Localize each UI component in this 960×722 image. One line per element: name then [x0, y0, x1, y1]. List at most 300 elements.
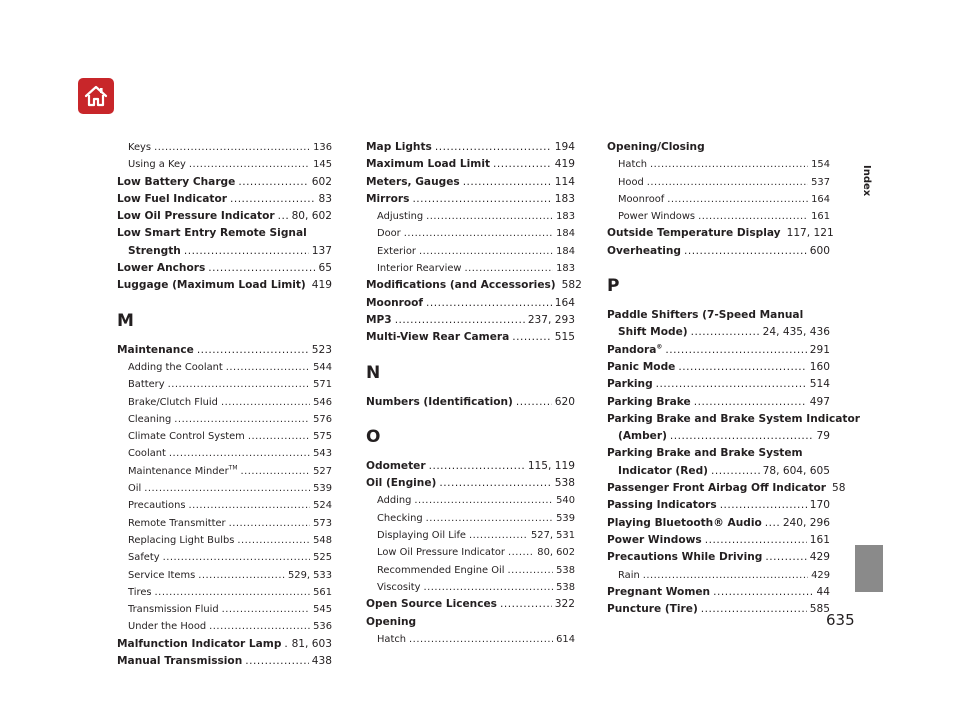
- index-subentry[interactable]: [607, 156, 830, 173]
- page-reference[interactable]: 523: [311, 343, 332, 356]
- index-subentry[interactable]: [117, 359, 332, 376]
- page-reference[interactable]: 600: [809, 244, 830, 257]
- dot-leader: [184, 243, 309, 260]
- page-reference[interactable]: 527: [313, 465, 332, 477]
- entry-label: Parking Brake: [607, 395, 691, 408]
- dot-leader: [222, 601, 311, 618]
- index-subentry[interactable]: [117, 428, 332, 445]
- entry-label: Oil (Engine): [366, 477, 437, 490]
- entry-label: Remote Transmitter: [128, 517, 226, 529]
- index-heading[interactable]: Opening/Closing: [607, 141, 705, 153]
- entry-label: Moonroof: [618, 193, 665, 205]
- index-heading[interactable]: Paddle Shifters (7-Speed Manual: [607, 309, 804, 322]
- dot-leader: [426, 208, 553, 225]
- entry-label: Oil: [128, 483, 142, 495]
- dot-leader: [229, 515, 311, 532]
- entry-label: Interior Rearview: [377, 263, 462, 275]
- page-reference[interactable]: 539: [313, 483, 332, 495]
- entry-label: (Amber): [618, 430, 667, 443]
- index-entry[interactable]: [117, 191, 332, 208]
- entry-label: Outside Temperature Display: [607, 227, 781, 240]
- entry-label: Shift Mode): [618, 326, 688, 339]
- index-entry[interactable]: [607, 601, 830, 618]
- entry-label: Low Fuel Indicator: [117, 192, 227, 205]
- index-subentry[interactable]: [117, 584, 332, 601]
- dot-leader: [650, 156, 808, 173]
- dot-leader: [245, 653, 309, 670]
- index-column-2: [366, 139, 582, 648]
- index-entry[interactable]: [366, 312, 575, 329]
- index-subentry[interactable]: [117, 618, 332, 635]
- index-entry[interactable]: [607, 463, 830, 480]
- entry-label: Odometer: [366, 459, 426, 472]
- page-reference[interactable]: 183: [554, 192, 575, 205]
- dot-leader: [241, 463, 311, 480]
- entry-label: Power Windows: [618, 211, 696, 223]
- entry-label: Cleaning: [128, 413, 172, 425]
- dot-leader: [647, 174, 808, 191]
- index-side-tab[interactable]: Index: [861, 165, 872, 197]
- section-letter: M: [117, 310, 134, 331]
- dot-leader: [189, 497, 311, 514]
- index-entry[interactable]: [366, 475, 575, 492]
- dot-leader: [419, 243, 553, 260]
- page-reference[interactable]: 429: [811, 569, 830, 581]
- entry-label: Climate Control System: [128, 431, 245, 443]
- index-entry[interactable]: [607, 376, 830, 393]
- page-reference[interactable]: 184: [556, 245, 575, 257]
- index-subentry[interactable]: [117, 411, 332, 428]
- page-reference[interactable]: 24, 435, 436: [762, 326, 830, 339]
- page-reference[interactable]: 545: [313, 604, 332, 616]
- dot-leader: [508, 544, 534, 561]
- dot-leader: [656, 376, 807, 393]
- entry-label-mark: ®: [656, 343, 663, 351]
- section-letter: O: [366, 426, 381, 447]
- entry-label-text: Pandora: [607, 343, 657, 356]
- dot-leader: [435, 139, 552, 156]
- index-subentry[interactable]: [366, 492, 575, 509]
- entry-label: Low Battery Charge: [117, 175, 236, 188]
- page-reference[interactable]: 114: [554, 175, 575, 188]
- index-entry[interactable]: [366, 277, 582, 294]
- entry-label: Hatch: [618, 159, 648, 171]
- index-entry[interactable]: [607, 480, 846, 497]
- page-reference[interactable]: 538: [554, 477, 575, 490]
- index-entry[interactable]: [607, 549, 830, 566]
- index-tab-marker: [855, 545, 883, 592]
- dot-leader: [198, 567, 285, 584]
- index-entry[interactable]: [366, 156, 575, 173]
- index-entry[interactable]: [607, 394, 830, 411]
- dot-leader: [230, 191, 316, 208]
- entry-label: Transmission Fluid: [128, 604, 219, 616]
- page-reference[interactable]: 620: [554, 395, 575, 408]
- dot-leader: [404, 225, 553, 242]
- page-reference[interactable]: 497: [809, 395, 830, 408]
- entry-label: Replacing Light Bulbs: [128, 534, 235, 546]
- index-entry[interactable]: [607, 342, 830, 359]
- page-reference[interactable]: 184: [556, 228, 575, 240]
- index-entry[interactable]: [607, 497, 830, 514]
- page-reference[interactable]: 419: [554, 158, 575, 171]
- page-reference[interactable]: 44: [816, 585, 830, 598]
- page-reference[interactable]: 571: [313, 379, 332, 391]
- entry-label: Displaying Oil Life: [377, 530, 467, 542]
- dot-leader: [278, 208, 289, 225]
- dot-leader: [765, 515, 780, 532]
- entry-label: [607, 342, 662, 359]
- index-subentry[interactable]: [117, 394, 332, 411]
- page-reference[interactable]: 582: [561, 279, 582, 292]
- page-reference[interactable]: 65: [318, 262, 332, 275]
- page-reference[interactable]: 145: [313, 159, 332, 171]
- entry-label: Hood: [618, 176, 644, 188]
- page-reference[interactable]: 575: [313, 431, 332, 443]
- index-subentry[interactable]: [117, 497, 332, 514]
- index-entry[interactable]: [366, 394, 575, 411]
- page-number: 635: [826, 611, 855, 629]
- dot-leader: [500, 596, 552, 613]
- entry-label: Playing Bluetooth® Audio: [607, 516, 762, 529]
- index-subentry[interactable]: [607, 191, 830, 208]
- entry-label: Maintenance: [117, 343, 194, 356]
- dot-leader: [426, 295, 552, 312]
- entry-label: Checking: [377, 512, 423, 524]
- index-heading[interactable]: Opening: [366, 615, 417, 628]
- entry-label: Strength: [128, 244, 181, 257]
- entry-label: Coolant: [128, 448, 166, 460]
- index-subentry[interactable]: [366, 527, 575, 544]
- page-reference[interactable]: 183: [556, 211, 575, 223]
- entry-label: Open Source Licences: [366, 598, 497, 611]
- entry-label: Door: [377, 228, 401, 240]
- entry-label: Puncture (Tire): [607, 603, 698, 616]
- page-reference[interactable]: 115, 119: [527, 459, 575, 472]
- entry-label: Using a Key: [128, 159, 186, 171]
- dot-leader: [701, 601, 807, 618]
- index-entry[interactable]: [366, 139, 575, 156]
- index-heading[interactable]: Parking Brake and Brake System Indicator: [607, 412, 860, 425]
- entry-label: Under the Hood: [128, 621, 207, 633]
- page-reference[interactable]: 438: [311, 655, 332, 668]
- page-reference[interactable]: 602: [311, 175, 332, 188]
- entry-label: Numbers (Identification): [366, 395, 513, 408]
- entry-label: Multi-View Rear Camera: [366, 331, 510, 344]
- dot-leader: [284, 636, 288, 653]
- index-subentry[interactable]: [366, 579, 575, 596]
- index-column-1: [117, 139, 332, 670]
- entry-label: Adding the Coolant: [128, 361, 223, 373]
- page-reference[interactable]: 79: [816, 430, 830, 443]
- page-reference[interactable]: 81, 603: [291, 637, 332, 650]
- index-subentry[interactable]: [117, 445, 332, 462]
- index-entry[interactable]: [366, 191, 575, 208]
- entry-label: Tires: [128, 586, 152, 598]
- page-reference[interactable]: 170: [809, 499, 830, 512]
- page-reference[interactable]: 529, 533: [288, 569, 332, 581]
- entry-label: Service Items: [128, 569, 196, 581]
- entry-label-text: Maintenance Minder: [128, 465, 229, 477]
- entry-label: Battery: [128, 379, 165, 391]
- page-reference[interactable]: 538: [556, 581, 575, 593]
- page-reference[interactable]: 194: [554, 141, 575, 153]
- dot-leader: [516, 394, 552, 411]
- dot-leader: [248, 428, 310, 445]
- index-subentry[interactable]: [117, 139, 332, 156]
- index-entry[interactable]: [607, 243, 830, 260]
- entry-label: Panic Mode: [607, 360, 676, 373]
- entry-label: Low Oil Pressure Indicator: [117, 210, 275, 223]
- dot-leader: [189, 156, 310, 173]
- index-entry[interactable]: [366, 295, 575, 312]
- page-reference[interactable]: 117, 121: [786, 227, 834, 240]
- index-entry[interactable]: [117, 277, 332, 294]
- page-reference[interactable]: 183: [556, 263, 575, 275]
- home-button[interactable]: [78, 78, 114, 114]
- dot-leader: [713, 584, 813, 601]
- dot-leader: [155, 584, 311, 601]
- page-reference[interactable]: 164: [811, 193, 830, 205]
- dot-leader: [463, 174, 552, 191]
- dot-leader: [238, 174, 308, 191]
- page-reference[interactable]: 78, 604, 605: [762, 464, 830, 477]
- dot-leader: [429, 458, 525, 475]
- index-subentry[interactable]: [117, 515, 332, 532]
- dot-leader: [684, 243, 807, 260]
- page-reference[interactable]: 237, 293: [527, 313, 575, 326]
- dot-leader: [237, 532, 310, 549]
- index-subentry[interactable]: [607, 174, 830, 191]
- index-entry[interactable]: [607, 225, 834, 242]
- dot-leader: [426, 510, 553, 527]
- index-entry[interactable]: [607, 324, 830, 341]
- index-subentry[interactable]: [607, 567, 830, 584]
- index-entry[interactable]: [607, 584, 830, 601]
- dot-leader: [465, 260, 554, 277]
- dot-leader: [670, 428, 814, 445]
- entry-label-mark: TM: [228, 464, 238, 472]
- index-subentry[interactable]: [117, 601, 332, 618]
- index-entry[interactable]: [607, 515, 830, 532]
- index-entry[interactable]: [117, 208, 332, 225]
- page-reference[interactable]: 538: [556, 564, 575, 576]
- index-subentry[interactable]: [117, 463, 332, 480]
- dot-leader: [508, 562, 554, 579]
- entry-label: Viscosity: [377, 581, 421, 593]
- entry-label: Meters, Gauges: [366, 175, 460, 188]
- page-reference[interactable]: 576: [313, 413, 332, 425]
- index-entry[interactable]: [607, 359, 830, 376]
- page-reference[interactable]: 161: [809, 533, 830, 546]
- entry-label: Power Windows: [607, 533, 702, 546]
- entry-label: Safety: [128, 552, 160, 564]
- entry-label: Hatch: [377, 633, 407, 645]
- entry-label: Exterior: [377, 245, 416, 257]
- dot-leader: [667, 191, 808, 208]
- entry-label: Parking: [607, 378, 653, 391]
- page-reference[interactable]: 429: [809, 551, 830, 564]
- page-reference[interactable]: 546: [313, 396, 332, 408]
- index-entry[interactable]: [117, 653, 332, 670]
- entry-label: Lower Anchors: [117, 262, 206, 275]
- entry-label: MP3: [366, 313, 392, 326]
- dot-leader: [154, 139, 310, 156]
- entry-label: Modifications (and Accessories): [366, 279, 556, 292]
- page-reference[interactable]: 322: [554, 598, 575, 611]
- index-entry[interactable]: [117, 636, 332, 653]
- page-reference[interactable]: 524: [313, 500, 332, 512]
- index-entry[interactable]: [366, 596, 575, 613]
- dot-leader: [169, 445, 310, 462]
- page-reference[interactable]: 136: [313, 142, 332, 153]
- page-reference[interactable]: 164: [554, 296, 575, 309]
- entry-label: Brake/Clutch Fluid: [128, 396, 218, 408]
- index-heading[interactable]: Low Smart Entry Remote Signal: [117, 227, 307, 240]
- dot-leader: [208, 260, 315, 277]
- index-entry[interactable]: [117, 174, 332, 191]
- page-reference[interactable]: 548: [313, 534, 332, 546]
- dot-leader: [694, 394, 807, 411]
- dot-leader: [226, 359, 310, 376]
- dot-leader: [643, 567, 808, 584]
- dot-leader: [174, 411, 310, 428]
- page-reference[interactable]: 515: [554, 331, 575, 344]
- index-entry[interactable]: [607, 428, 830, 445]
- page-reference[interactable]: 419: [311, 279, 333, 292]
- entry-label: Pregnant Women: [607, 585, 711, 598]
- dot-leader: [414, 492, 553, 509]
- index-subentry[interactable]: [366, 208, 575, 225]
- dot-leader: [493, 156, 552, 173]
- index-subentry[interactable]: [366, 631, 575, 648]
- entry-label: Overheating: [607, 244, 682, 257]
- dot-leader: [144, 480, 310, 497]
- entry-label: Keys: [128, 142, 152, 153]
- page-reference[interactable]: 137: [311, 244, 332, 257]
- index-entry[interactable]: [366, 174, 575, 191]
- dot-leader: [163, 549, 311, 566]
- index-subentry[interactable]: [117, 156, 332, 173]
- entry-label: Low Oil Pressure Indicator: [377, 547, 505, 559]
- index-entry[interactable]: [607, 532, 830, 549]
- entry-label: Precautions While Driving: [607, 551, 763, 564]
- index-subentry[interactable]: [366, 260, 575, 277]
- entry-label: Passing Indicators: [607, 499, 717, 512]
- page-reference[interactable]: 83: [318, 192, 332, 205]
- section-letter: N: [366, 362, 381, 383]
- page-reference[interactable]: 544: [313, 361, 332, 373]
- entry-label: Maximum Load Limit: [366, 158, 491, 171]
- page-reference[interactable]: 537: [811, 176, 830, 188]
- index-entry[interactable]: [117, 342, 332, 359]
- entry-label: Mirrors: [366, 192, 410, 205]
- entry-label: Adjusting: [377, 211, 424, 223]
- index-entry[interactable]: [117, 260, 332, 277]
- entry-label: [128, 463, 238, 480]
- dot-leader: [698, 208, 808, 225]
- index-subentry[interactable]: [117, 480, 332, 497]
- page-reference[interactable]: 540: [556, 495, 575, 507]
- page-reference[interactable]: 561: [313, 586, 332, 598]
- index-entry[interactable]: [366, 329, 575, 346]
- page-reference[interactable]: 154: [811, 159, 830, 171]
- entry-label: Manual Transmission: [117, 655, 243, 668]
- dot-leader: [409, 631, 553, 648]
- dot-leader: [221, 394, 310, 411]
- index-subentry[interactable]: [366, 544, 575, 561]
- page-reference[interactable]: 161: [811, 211, 830, 223]
- entry-label: Rain: [618, 569, 640, 581]
- index-subentry[interactable]: [366, 510, 575, 527]
- house-icon: [83, 84, 109, 108]
- page-reference[interactable]: 160: [809, 360, 830, 373]
- entry-label: Precautions: [128, 500, 186, 512]
- index-entry[interactable]: [117, 243, 332, 260]
- dot-leader: [691, 324, 760, 341]
- index-subentry[interactable]: [366, 243, 575, 260]
- page-reference[interactable]: 240, 296: [782, 516, 830, 529]
- index-subentry[interactable]: [117, 532, 332, 549]
- page-reference[interactable]: 80, 602: [291, 210, 332, 223]
- index-subentry[interactable]: [607, 208, 830, 225]
- page-reference[interactable]: 543: [313, 448, 332, 460]
- page-reference[interactable]: 514: [809, 378, 830, 391]
- dot-leader: [209, 618, 310, 635]
- page-reference[interactable]: 58: [832, 482, 846, 495]
- index-heading[interactable]: Parking Brake and Brake System: [607, 447, 803, 460]
- index-entry[interactable]: [366, 458, 575, 475]
- entry-label: Map Lights: [366, 141, 432, 153]
- dot-leader: [765, 549, 806, 566]
- page-reference[interactable]: 614: [556, 633, 575, 645]
- index-subentry[interactable]: [117, 549, 332, 566]
- index-column-3: [607, 139, 860, 618]
- page-reference[interactable]: 573: [313, 517, 332, 529]
- entry-label: Recommended Engine Oil: [377, 564, 505, 576]
- dot-leader: [665, 342, 806, 359]
- dot-leader: [678, 359, 806, 376]
- dot-leader: [412, 191, 551, 208]
- dot-leader: [512, 329, 552, 346]
- dot-leader: [168, 376, 311, 393]
- dot-leader: [720, 497, 807, 514]
- page-reference[interactable]: 80, 602: [537, 547, 575, 559]
- page-reference[interactable]: 585: [809, 603, 830, 616]
- dot-leader: [439, 475, 551, 492]
- dot-leader: [197, 342, 309, 359]
- page-reference[interactable]: 525: [313, 552, 332, 564]
- index-subentry[interactable]: [366, 562, 575, 579]
- index-subentry[interactable]: [117, 567, 332, 584]
- entry-label: Luggage (Maximum Load Limit): [117, 279, 306, 292]
- entry-label: Adding: [377, 495, 412, 507]
- page-reference[interactable]: 539: [556, 512, 575, 524]
- entry-label: Moonroof: [366, 296, 424, 309]
- dot-leader: [469, 527, 528, 544]
- entry-label: Indicator (Red): [618, 464, 708, 477]
- page-reference[interactable]: 291: [809, 343, 830, 356]
- index-subentry[interactable]: [366, 225, 575, 242]
- index-subentry[interactable]: [117, 376, 332, 393]
- dot-leader: [711, 463, 760, 480]
- dot-leader: [395, 312, 525, 329]
- entry-label: Malfunction Indicator Lamp: [117, 637, 282, 650]
- dot-leader: [424, 579, 554, 596]
- page-reference[interactable]: 536: [313, 621, 332, 633]
- page-reference[interactable]: 527, 531: [531, 530, 575, 542]
- section-letter: P: [607, 276, 620, 297]
